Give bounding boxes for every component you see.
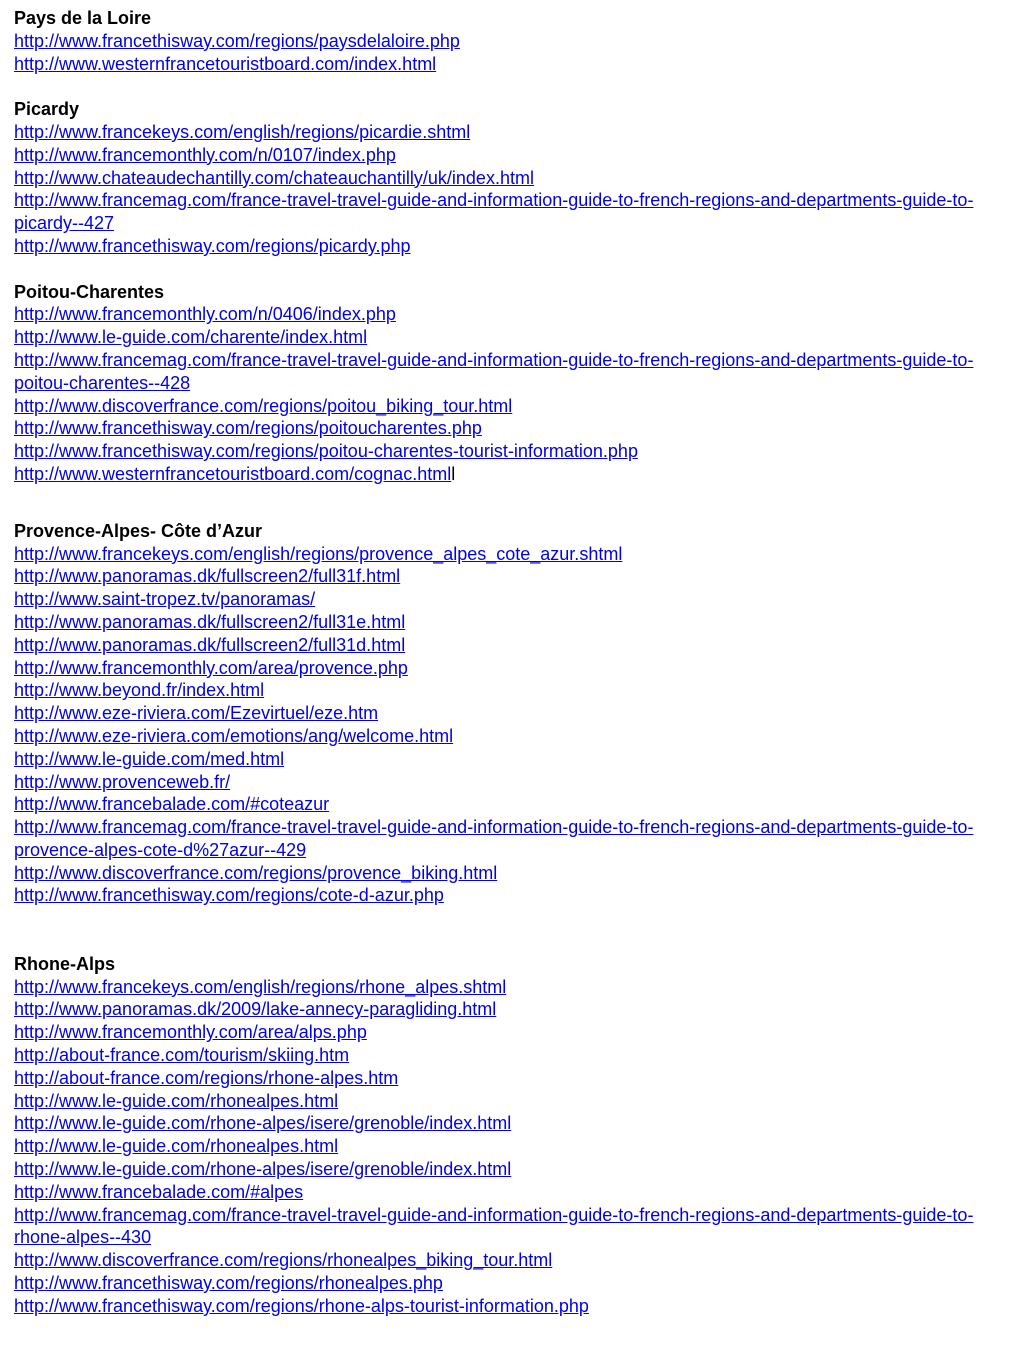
link[interactable]: http://www.francethisway.com/regions/poitoucharentes.php [14,418,482,439]
document-body [14,7,1004,1318]
section-poitou-charentes [14,281,1004,486]
link[interactable]: http://www.francethisway.com/regions/rhonealpes.php [14,1273,443,1294]
link-row [14,463,1004,486]
link[interactable]: http://www.francemonthly.com/area/alps.php [14,1022,367,1043]
link[interactable]: http://www.francethisway.com/regions/rhone-alps-tourist-information.php [14,1295,589,1316]
link[interactable]: http://www.beyond.fr/index.html [14,680,265,701]
link[interactable]: http://www.panoramas.dk/fullscreen2/full31f.html [14,566,401,587]
link[interactable]: http://about-france.com/regions/rhone-alpes.htm [14,1067,399,1088]
link[interactable]: http://www.francethisway.com/regions/picardy.php [14,235,411,256]
link[interactable]: http://www.le-guide.com/rhonealpes.html [14,1090,339,1111]
section-rhone-alps [14,953,1004,1318]
link[interactable]: http://www.saint-tropez.tv/panoramas/ [14,589,316,610]
link[interactable]: http://www.eze-riviera.com/Ezevirtuel/eze.htm [14,703,379,724]
link[interactable]: http://www.francemag.com/france-travel-travel-guide-and-information-guide-to-french-regions-and-departments-guide-to-poitou-charentes--428 [14,349,974,393]
link[interactable]: http://www.panoramas.dk/fullscreen2/full31d.html [14,634,406,655]
link[interactable]: http://www.discoverfrance.com/regions/rhonealpes_biking_tour.html [14,1250,553,1271]
link[interactable]: http://www.francethisway.com/regions/paysdelaloire.php [14,30,460,51]
section-picardy [14,98,1004,258]
spacer [14,258,1004,281]
link[interactable]: http://www.francemag.com/france-travel-travel-guide-and-information-guide-to-french-regions-and-departments-guide-to-provence-alpes-cote-d%27azur--429 [14,817,974,860]
section-pays-de-la-loire [14,7,1004,75]
link[interactable]: http://www.panoramas.dk/2009/lake-annecy-paragliding.html [14,999,497,1020]
link[interactable]: http://www.panoramas.dk/fullscreen2/full31e.html [14,611,406,632]
link[interactable]: http://www.provenceweb.fr/ [14,771,231,792]
link[interactable]: http://www.eze-riviera.com/emotions/ang/welcome.html [14,725,454,746]
link[interactable]: http://www.francekeys.com/english/regions/rhone_alpes.shtml [14,976,507,997]
link[interactable]: http://www.francekeys.com/english/regions/picardie.shtml [14,121,471,142]
link[interactable]: http://www.francemag.com/france-travel-travel-guide-and-information-guide-to-french-regions-and-departments-guide-to-picardy--427 [14,190,974,234]
section-provence-alpes-cote-dazur [14,520,1004,908]
link[interactable]: http://www.francethisway.com/regions/poitou-charentes-tourist-information.php [14,441,638,462]
link[interactable]: http://www.francethisway.com/regions/cote-d-azur.php [14,885,444,906]
link[interactable]: http://www.francekeys.com/english/regions/provence_alpes_cote_azur.shtml [14,543,623,564]
link[interactable]: http://www.discoverfrance.com/regions/poitou_biking_tour.html [14,395,513,416]
link[interactable]: http://www.chateaudechantilly.com/chateauchantilly/uk/index.html [14,167,534,188]
link[interactable]: http://www.discoverfrance.com/regions/provence_biking.html [14,862,498,883]
link[interactable]: http://www.francemonthly.com/area/provence.php [14,657,408,678]
section-heading: Poitou-Charentes [14,281,165,302]
link[interactable]: http://www.le-guide.com/rhone-alpes/isere/grenoble/index.html [14,1113,512,1134]
link[interactable]: http://www.le-guide.com/charente/index.html [14,327,368,348]
section-heading: Provence-Alpes- Côte d’Azur [14,520,263,541]
link[interactable]: http://www.westernfrancetouristboard.com/cognac.html [14,463,452,484]
link[interactable]: http://www.francemonthly.com/n/0406/index.php [14,304,396,325]
spacer [14,486,1004,520]
section-heading: Rhone-Alps [14,953,115,974]
link[interactable]: http://www.francemag.com/france-travel-travel-guide-and-information-guide-to-french-regions-and-departments-guide-to-rhone-alpes--430 [14,1204,974,1248]
section-heading: Pays de la Loire [14,8,152,28]
link[interactable]: http://www.francemonthly.com/n/0107/index.php [14,144,396,165]
link[interactable]: http://www.francebalade.com/#coteazur [14,794,330,815]
link[interactable]: http://www.francebalade.com/#alpes [14,1181,304,1202]
spacer [14,75,1004,98]
link[interactable]: http://www.le-guide.com/rhonealpes.html [14,1136,339,1157]
link[interactable]: http://www.westernfrancetouristboard.com/index.html [14,53,437,74]
link[interactable]: http://about-france.com/tourism/skiing.htm [14,1045,350,1066]
trailing-character: l [451,463,456,484]
link[interactable]: http://www.le-guide.com/med.html [14,748,285,769]
link[interactable]: http://www.le-guide.com/rhone-alpes/isere/grenoble/index.html [14,1159,512,1180]
spacer [14,907,1004,953]
section-heading: Picardy [14,99,80,120]
